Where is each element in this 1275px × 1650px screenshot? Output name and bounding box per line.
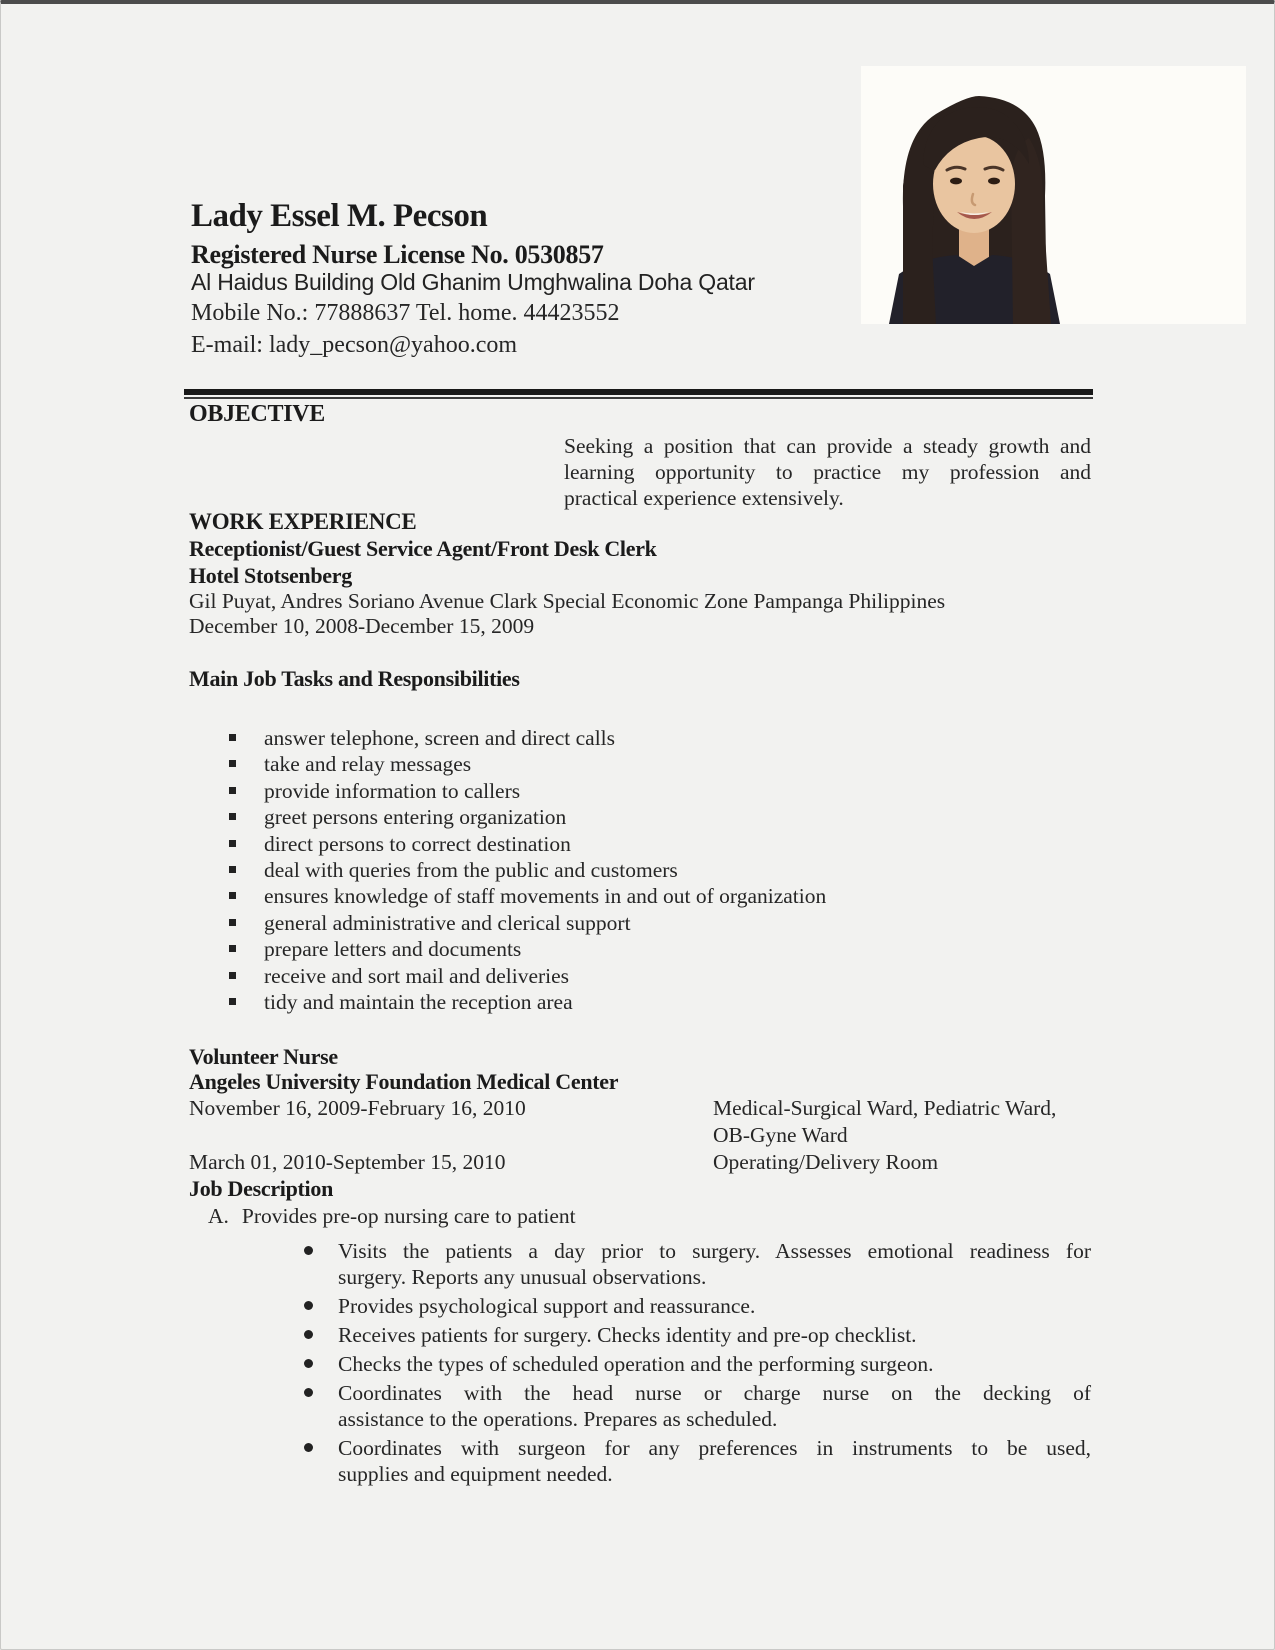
task-text: greet persons entering organization [264,805,567,830]
task-text: ensures knowledge of staff movements in and out of organization [264,884,827,909]
task-text: provide information to callers [264,778,521,803]
square-bullet-icon [229,998,236,1005]
duty-list-item [304,1322,1091,1348]
assignment-dates: March 01, 2010-September 15, 2010 [189,1150,506,1174]
duty-list-item [304,1238,1091,1290]
job-description-heading: Job Description [189,1176,334,1201]
round-bullet-icon [304,1388,313,1397]
license-line: Registered Nurse License No. 0530857 [191,240,604,269]
duty-group-label: A. [208,1204,229,1228]
square-bullet-icon [229,813,236,820]
employment-dates: December 10, 2008-December 15, 2009 [189,614,535,638]
round-bullet-icon [304,1359,313,1368]
assignment-unit-line: Operating/Delivery Room [713,1150,939,1174]
volunteer-organization: Angeles University Foundation Medical Center [189,1069,619,1094]
task-list-item [229,831,826,857]
text-line: surgery. Reports any unusual observations. [338,1265,707,1289]
task-text: direct persons to correct destination [264,831,571,856]
task-text: take and relay messages [264,752,472,777]
duty-text [338,1322,1091,1348]
square-bullet-icon [229,972,236,979]
assignment-unit-line: Medical-Surgical Ward, Pediatric Ward, [713,1096,1057,1120]
round-bullet-icon [304,1246,313,1255]
job-title: Receptionist/Guest Service Agent/Front Desk Clerk [189,536,657,561]
tasks-heading: Main Job Tasks and Responsibilities [189,666,520,691]
task-text: tidy and maintain the reception area [264,989,573,1014]
objective-heading: OBJECTIVE [189,401,326,427]
duty-text [338,1435,1091,1487]
square-bullet-icon [229,892,236,899]
duty-text [338,1238,1091,1290]
applicant-photo [861,66,1246,324]
duty-text [338,1380,1091,1432]
text-line: Coordinates with the head nurse or charge nurse on the decking of [338,1381,1091,1405]
duty-list-item [304,1380,1091,1432]
assignment-unit-line: OB-Gyne Ward [713,1123,848,1147]
text-line: assistance to the operations. Prepares as scheduled. [338,1407,778,1431]
task-list-item [229,804,826,830]
text-line: Seeking a position that can provide a steady growth and [564,434,1091,458]
applicant-name: Lady Essel M. Pecson [191,198,488,234]
assignment-unit [713,1149,938,1176]
rule-thin-bar [184,397,1093,399]
duty-list-item [304,1435,1091,1487]
duty-text [338,1351,1091,1377]
task-list-item [229,910,826,936]
square-bullet-icon [229,919,236,926]
address-line: Al Haidus Building Old Ghanim Umghwalina Doha Qatar [191,269,755,295]
task-list-item [229,778,826,804]
task-list-item [229,725,826,751]
text-line: supplies and equipment needed. [338,1462,613,1486]
duty-text [338,1293,1091,1319]
assignment-unit [713,1095,1056,1149]
square-bullet-icon [229,760,236,767]
phone-line: Mobile No.: 77888637 Tel. home. 44423552 [191,300,620,326]
task-list-item [229,989,826,1015]
duty-list-item [304,1293,1091,1319]
square-bullet-icon [229,945,236,952]
employer-name: Hotel Stotsenberg [189,563,352,588]
round-bullet-icon [304,1330,313,1339]
assignment-row [189,1149,1091,1176]
round-bullet-icon [304,1443,313,1452]
text-line: Visits the patients a day prior to surgery. Assesses emotional readiness for [338,1239,1091,1263]
square-bullet-icon [229,840,236,847]
task-list-item [229,963,826,989]
rule-thick-bar [184,389,1093,395]
round-bullet-icon [304,1301,313,1310]
tasks-list [229,725,826,1015]
work-experience-heading: WORK EXPERIENCE [189,509,417,534]
objective-paragraph [564,433,1091,511]
task-text: general administrative and clerical support [264,910,631,935]
text-line: Provides psychological support and reassurance. [338,1294,756,1318]
text-line: learning opportunity to practice my profession and [564,460,1091,484]
duty-group-title: Provides pre-op nursing care to patient [241,1204,576,1228]
square-bullet-icon [229,866,236,873]
task-list-item [229,751,826,777]
assignment-dates: November 16, 2009-February 16, 2010 [189,1096,526,1120]
task-text: prepare letters and documents [264,937,522,962]
portrait-illustration [861,66,1246,324]
task-text: receive and sort mail and deliveries [264,963,570,988]
duty-list-item [304,1351,1091,1377]
duty-group-line [208,1204,576,1229]
text-line: Receives patients for surgery. Checks identity and pre-op checklist. [338,1323,917,1347]
text-line: practical experience extensively. [564,486,844,510]
duties-list [304,1238,1091,1490]
email-line: E-mail: lady_pecson@yahoo.com [191,332,518,358]
task-list-item [229,857,826,883]
employer-location: Gil Puyat, Andres Soriano Avenue Clark Special Economic Zone Pampanga Philippines [189,589,946,613]
task-list-item [229,936,826,962]
assignments [189,1095,1091,1176]
volunteer-role: Volunteer Nurse [189,1044,338,1069]
text-line: Checks the types of scheduled operation and the performing surgeon. [338,1352,934,1376]
task-list-item [229,883,826,909]
task-text: answer telephone, screen and direct calls [264,726,616,750]
assignment-row [189,1095,1091,1149]
square-bullet-icon [229,787,236,794]
section-divider-rule [184,389,1093,399]
square-bullet-icon [229,734,236,741]
text-line: Coordinates with surgeon for any preferences in instruments to be used, [338,1436,1091,1460]
task-text: deal with queries from the public and customers [264,857,678,882]
